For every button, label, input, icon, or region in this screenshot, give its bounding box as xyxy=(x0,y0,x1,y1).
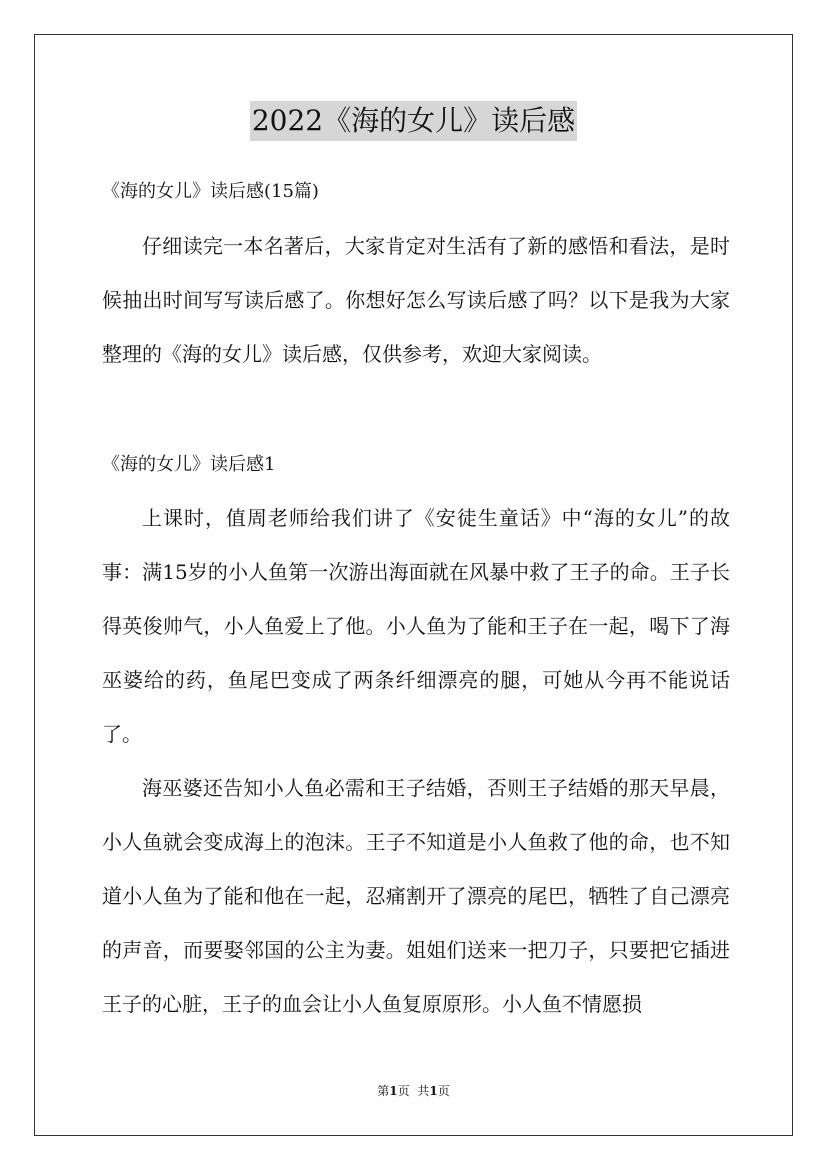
document-title: 2022《海的女儿》读后感 xyxy=(250,101,577,141)
document-subtitle: 《海的女儿》读后感(15篇) xyxy=(102,181,319,202)
body-paragraph-2: 海巫婆还告知小人鱼必需和王子结婚，否则王子结婚的那天早晨，小人鱼就会变成海上的泡沫。王子不知道是小人鱼救了他的命，也不知道小人鱼为了能和他在一起，忍痛割开了漂亮的尾巴，牺牲了自己漂亮的声音，而要娶邻国的公主为妻。姐姐们送来一把刀子，只要把它插进王子的心脏，王子的血会让小人鱼复原原形。小人鱼不情愿损 xyxy=(102,776,730,1016)
title-container xyxy=(0,101,827,141)
intro-paragraph: 仔细读完一本名著后，大家肯定对生活有了新的感悟和看法，是时候抽出时间写写读后感了。你想好怎么写读后感了吗？以下是我为大家整理的《海的女儿》读后感，仅供参考，欢迎大家阅读。 xyxy=(102,234,730,366)
body-paragraph-1: 上课时，值周老师给我们讲了《安徒生童话》中“海的女儿”的故事：满15岁的小人鱼第一次游出海面就在风暴中救了王子的命。王子长得英俊帅气，小人鱼爱上了他。小人鱼为了能和王子在一起，喝下了海巫婆给的药，鱼尾巴变成了两条纤细漂亮的腿，可她从今再不能说话了。 xyxy=(102,506,730,746)
footer-label-di: 第 xyxy=(377,1084,390,1098)
section-heading: 《海的女儿》读后感1 xyxy=(102,454,276,475)
page-footer xyxy=(0,1082,827,1099)
footer-total-pages: 1 xyxy=(429,1084,438,1098)
footer-label-gong: 共 xyxy=(417,1084,430,1098)
footer-label-ye: 页 xyxy=(397,1084,410,1098)
footer-label-ye2: 页 xyxy=(437,1084,450,1098)
footer-page-number: 1 xyxy=(389,1084,398,1098)
